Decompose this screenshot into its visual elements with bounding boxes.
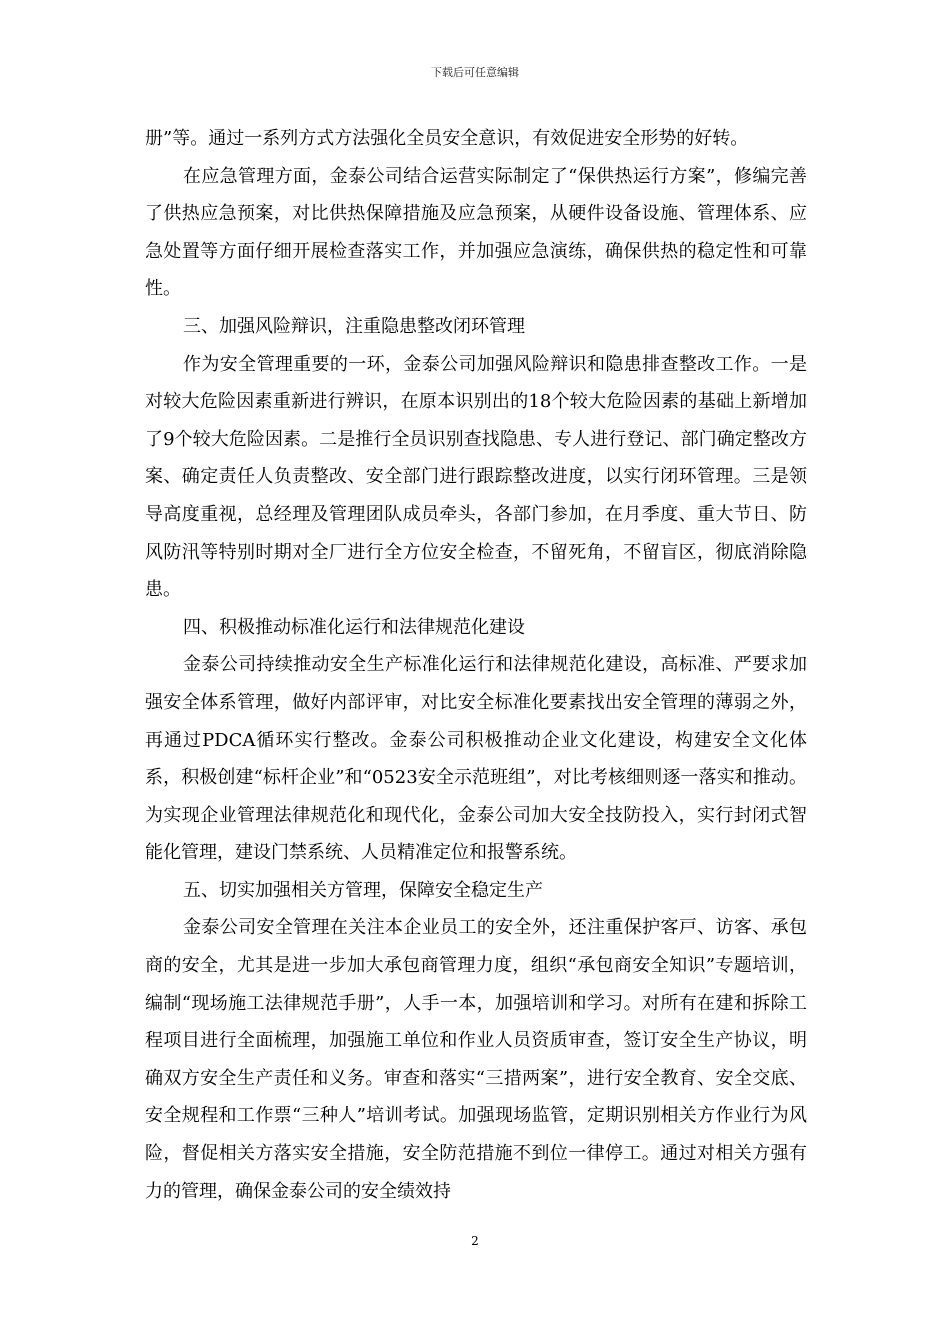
paragraph-emergency-management: 在应急管理方面，金泰公司结合运营实际制定了“保供热运行方案”，修编完善了供热应急预案，对比供热保障措施及应急预案，从硬件设备设施、管理体系、应急处置等方面仔细开展检查落实工作，并加强应急演练，确保供热的稳定性和可靠性。 xyxy=(145,165,807,300)
paragraph-contractor-management: 金泰公司安全管理在关注本企业员工的安全外，还注重保护客戸、访客、承包商的安全，尤其是进一步加大承包商管理力度，组织“承包商安全知识”专题培训，编制“现场施工法律规范手册”，人手一本，加强培训和学习。对所有在建和拆除工程项目进行全面梳理，加强施工单位和作业人员资质审查，签订安全生产协议，明确双方安全生产责任和义务。审查和落实“三措两案”，进行安全教育、安全交底、安全规程和工作票“三种人”培训考试。加强现场监管，定期识别相关方作业行为风险，督促相关方落实安全措施，安全防范措施不到位一律停工。通过对相关方强有力的管理，确保金泰公司的安全绩效持 xyxy=(145,917,807,1202)
paragraph-risk-identification: 作为安全管理重要的一环，金泰公司加强风险辩识和隐患排查整改工作。一是对较大危险因素重新进行辨识，在原本识别出的18个较大危险因素的基础上新增加了9个较大危险因素。二是推行全员识别查找隐患、专人进行登记、部门确定整改方案、确定责任人负责整改、安全部门进行跟踪整改进度，以实行闭环管理。三是领导高度重视，总经理及管理团队成员牵头，各部门参加，在月季度、重大节日、防风防汛等特别时期对全厂进行全方位安全检查，不留死角，不留盲区，彻底消除隐患。 xyxy=(145,353,807,601)
header-note: 下载后可任意编辑 xyxy=(431,66,519,79)
paragraph-standardization: 金泰公司持续推动安全生产标准化运行和法律规范化建设，高标准、严要求加强安全体系管理，做好内部评审，对比安全标准化要素找出安全管理的薄弱之外，再通过PDCA循环实行整改。金泰公司积极推动企业文化建设，构建安全文化体系，积极创建“标杆企业”和“0523安全示范班组”，对比考核细则逐一落实和推动。为实现企业管理法律规范化和现代化，金泰公司加大安全技防投入，实行封闭式智能化管理，建设门禁系统、人员精准定位和报警系统。 xyxy=(145,654,807,864)
document-body xyxy=(145,120,807,1210)
paragraph-continuation: 册”等。通过一系列方式方法强化全员安全意识，有效促进安全形势的好转。 xyxy=(145,128,749,149)
page-number: 2 xyxy=(471,1234,479,1248)
section-heading-3: 三、加强风险辩识，注重隐患整改闭环管理 xyxy=(183,315,525,337)
section-heading-5: 五、切实加强相关方管理，保障安全稳定生产 xyxy=(183,879,543,901)
section-heading-4: 四、积极推动标准化运行和法律规范化建设 xyxy=(183,616,525,638)
